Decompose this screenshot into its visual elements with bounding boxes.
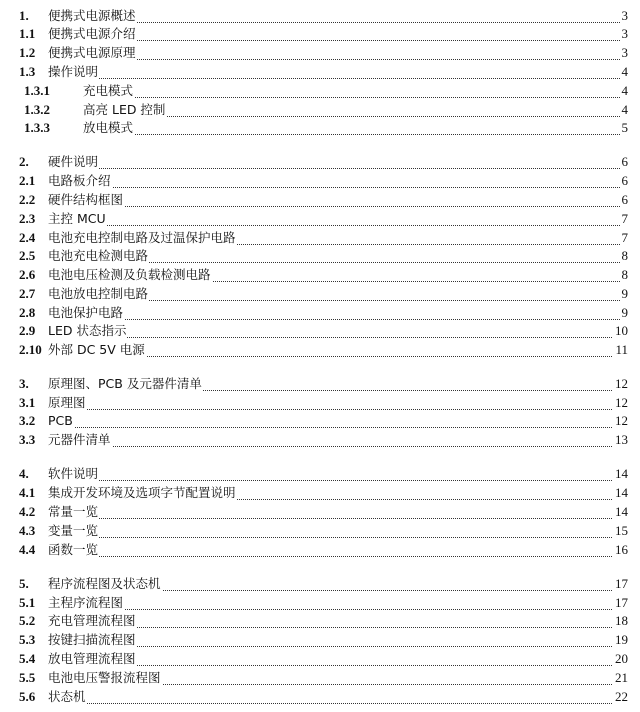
entry-number: 1.3.3 (24, 120, 50, 135)
entry-title[interactable]: 操作说明 (48, 64, 99, 79)
entry-number: 5.4 (19, 651, 36, 666)
dot-leader (48, 337, 624, 338)
toc-entry[interactable] (0, 394, 640, 412)
entry-title[interactable]: 原理图 (48, 395, 86, 410)
entry-page-number: 12 (615, 395, 628, 410)
entry-title[interactable]: 外部 DC 5V 电源 (48, 342, 145, 357)
entry-page-number: 14 (615, 504, 628, 519)
entry-page-number: 4 (621, 83, 628, 98)
entry-title[interactable]: 原理图、PCB 及元器件清单 (48, 376, 202, 391)
toc-entry[interactable] (0, 119, 640, 137)
toc-entry[interactable] (0, 322, 640, 340)
toc-entry[interactable] (0, 631, 640, 649)
dot-leader (48, 168, 624, 169)
entry-title[interactable]: 硬件结构框图 (48, 192, 124, 207)
entry-title[interactable]: 电池电压检测及负载检测电路 (48, 267, 211, 282)
entry-number: 3.1 (19, 395, 36, 410)
entry-page-number: 17 (615, 595, 628, 610)
entry-page-number: 6 (621, 192, 628, 207)
entry-number: 1. (19, 8, 29, 23)
toc-entry[interactable] (0, 247, 640, 265)
toc-entry[interactable] (0, 229, 640, 247)
entry-title[interactable]: 便携式电源原理 (48, 45, 136, 60)
dot-leader (48, 187, 624, 188)
entry-title[interactable]: 电池充电控制电路及过温保护电路 (48, 230, 236, 245)
entry-page-number: 5 (621, 120, 628, 135)
entry-title[interactable]: 按键扫描流程图 (48, 632, 136, 647)
entry-title[interactable]: PCB (48, 413, 73, 428)
toc-entry[interactable] (0, 594, 640, 612)
entry-title[interactable]: 放电管理流程图 (48, 651, 136, 666)
toc-entry[interactable] (0, 210, 640, 228)
entry-page-number: 4 (621, 102, 628, 117)
entry-number: 1.3.2 (24, 102, 50, 117)
entry-title[interactable]: 便携式电源介绍 (48, 26, 136, 41)
entry-page-number: 3 (621, 26, 628, 41)
toc-entry[interactable] (0, 63, 640, 81)
dot-leader (48, 480, 624, 481)
toc-entry[interactable] (0, 304, 640, 322)
toc-entry[interactable] (0, 688, 640, 706)
entry-title[interactable]: 高亮 LED 控制 (83, 102, 166, 117)
entry-title[interactable]: 函数一览 (48, 542, 99, 557)
entry-number: 2.5 (19, 248, 36, 263)
entry-title[interactable]: 电路板介绍 (48, 173, 111, 188)
entry-number: 2. (19, 154, 29, 169)
entry-page-number: 20 (615, 651, 628, 666)
dot-leader (83, 97, 624, 98)
entry-number: 2.8 (19, 305, 36, 320)
entry-title[interactable]: 状态机 (48, 689, 86, 704)
entry-title[interactable]: 电池电压警报流程图 (48, 670, 161, 685)
toc-entry[interactable] (0, 669, 640, 687)
entry-page-number: 9 (621, 286, 628, 301)
entry-number: 5. (19, 576, 29, 591)
entry-number: 1.3 (19, 64, 36, 79)
entry-page-number: 4 (621, 64, 628, 79)
dot-leader (48, 609, 624, 610)
entry-title[interactable]: 放电模式 (83, 120, 134, 135)
dot-leader (48, 78, 624, 79)
dot-leader (48, 556, 624, 557)
entry-number: 1.2 (19, 45, 36, 60)
entry-number: 2.9 (19, 323, 36, 338)
entry-number: 4. (19, 466, 29, 481)
entry-title[interactable]: 主控 MCU (48, 211, 106, 226)
entry-number: 5.1 (19, 595, 36, 610)
dot-leader (48, 446, 624, 447)
entry-number: 2.1 (19, 173, 36, 188)
entry-title[interactable]: 硬件说明 (48, 154, 99, 169)
entry-page-number: 7 (621, 230, 628, 245)
entry-page-number: 3 (621, 8, 628, 23)
toc-entry[interactable] (0, 612, 640, 630)
entry-page-number: 11 (615, 342, 628, 357)
entry-title[interactable]: 主程序流程图 (48, 595, 124, 610)
entry-page-number: 12 (615, 413, 628, 428)
entry-page-number: 9 (621, 305, 628, 320)
entry-page-number: 8 (621, 248, 628, 263)
entry-title[interactable]: 集成开发环境及选项字节配置说明 (48, 485, 236, 500)
dot-leader (48, 319, 624, 320)
entry-page-number: 16 (615, 542, 628, 557)
toc-entry[interactable] (0, 172, 640, 190)
entry-title[interactable]: 便携式电源概述 (48, 8, 136, 23)
entry-number: 2.10 (19, 342, 42, 357)
entry-page-number: 18 (615, 613, 628, 628)
toc-entry[interactable] (0, 431, 640, 449)
entry-title[interactable]: 充电模式 (83, 83, 134, 98)
toc-chapter-entry[interactable] (0, 7, 640, 25)
entry-title[interactable]: 元器件清单 (48, 432, 111, 447)
toc-chapter-entry[interactable] (0, 465, 640, 483)
entry-number: 2.6 (19, 267, 36, 282)
toc-entry[interactable] (0, 341, 640, 359)
entry-title[interactable]: 电池放电控制电路 (48, 286, 149, 301)
toc-entry[interactable] (0, 412, 640, 430)
dot-leader (48, 206, 624, 207)
toc-entry[interactable] (0, 541, 640, 559)
entry-page-number: 19 (615, 632, 628, 647)
entry-page-number: 6 (621, 173, 628, 188)
entry-title[interactable]: 充电管理流程图 (48, 613, 136, 628)
entry-page-number: 12 (615, 376, 628, 391)
entry-page-number: 21 (615, 670, 628, 685)
toc-entry[interactable] (0, 503, 640, 521)
dot-leader (83, 134, 624, 135)
toc-entry[interactable] (0, 522, 640, 540)
toc-entry[interactable] (0, 285, 640, 303)
toc-entry[interactable] (0, 484, 640, 502)
toc-entry[interactable] (0, 266, 640, 284)
entry-number: 2.7 (19, 286, 36, 301)
toc-entry[interactable] (0, 101, 640, 119)
entry-title[interactable]: 电池保护电路 (48, 305, 124, 320)
dot-leader (48, 537, 624, 538)
toc-entry[interactable] (0, 82, 640, 100)
entry-number: 4.4 (19, 542, 36, 557)
entry-title[interactable]: 变量一览 (48, 523, 99, 538)
entry-number: 4.1 (19, 485, 36, 500)
toc-entry[interactable] (0, 25, 640, 43)
entry-number: 5.2 (19, 613, 36, 628)
entry-number: 3. (19, 376, 29, 391)
entry-page-number: 7 (621, 211, 628, 226)
dot-leader (48, 518, 624, 519)
toc-chapter-entry[interactable] (0, 153, 640, 171)
entry-number: 3.3 (19, 432, 36, 447)
entry-page-number: 10 (615, 323, 628, 338)
entry-number: 5.6 (19, 689, 36, 704)
toc-chapter-entry[interactable] (0, 375, 640, 393)
toc-entry[interactable] (0, 44, 640, 62)
dot-leader (48, 409, 624, 410)
entry-page-number: 17 (615, 576, 628, 591)
dot-leader (48, 703, 624, 704)
entry-page-number: 22 (615, 689, 628, 704)
entry-number: 2.3 (19, 211, 36, 226)
toc-chapter-entry[interactable] (0, 575, 640, 593)
toc-entry[interactable] (0, 191, 640, 209)
entry-title[interactable]: 程序流程图及状态机 (48, 576, 161, 591)
entry-page-number: 15 (615, 523, 628, 538)
entry-page-number: 6 (621, 154, 628, 169)
entry-title[interactable]: 常量一览 (48, 504, 99, 519)
entry-number: 1.3.1 (24, 83, 50, 98)
entry-title[interactable]: 软件说明 (48, 466, 99, 481)
entry-number: 2.4 (19, 230, 36, 245)
entry-title[interactable]: 电池充电检测电路 (48, 248, 149, 263)
entry-page-number: 14 (615, 466, 628, 481)
entry-page-number: 13 (615, 432, 628, 447)
entry-number: 4.2 (19, 504, 36, 519)
entry-number: 2.2 (19, 192, 36, 207)
toc-entry[interactable] (0, 650, 640, 668)
dot-leader (48, 225, 624, 226)
entry-number: 5.3 (19, 632, 36, 647)
entry-page-number: 14 (615, 485, 628, 500)
entry-number: 1.1 (19, 26, 36, 41)
entry-title[interactable]: LED 状态指示 (48, 323, 127, 338)
entry-number: 4.3 (19, 523, 36, 538)
dot-leader (48, 427, 624, 428)
entry-number: 3.2 (19, 413, 36, 428)
entry-page-number: 8 (621, 267, 628, 282)
entry-number: 5.5 (19, 670, 36, 685)
entry-page-number: 3 (621, 45, 628, 60)
